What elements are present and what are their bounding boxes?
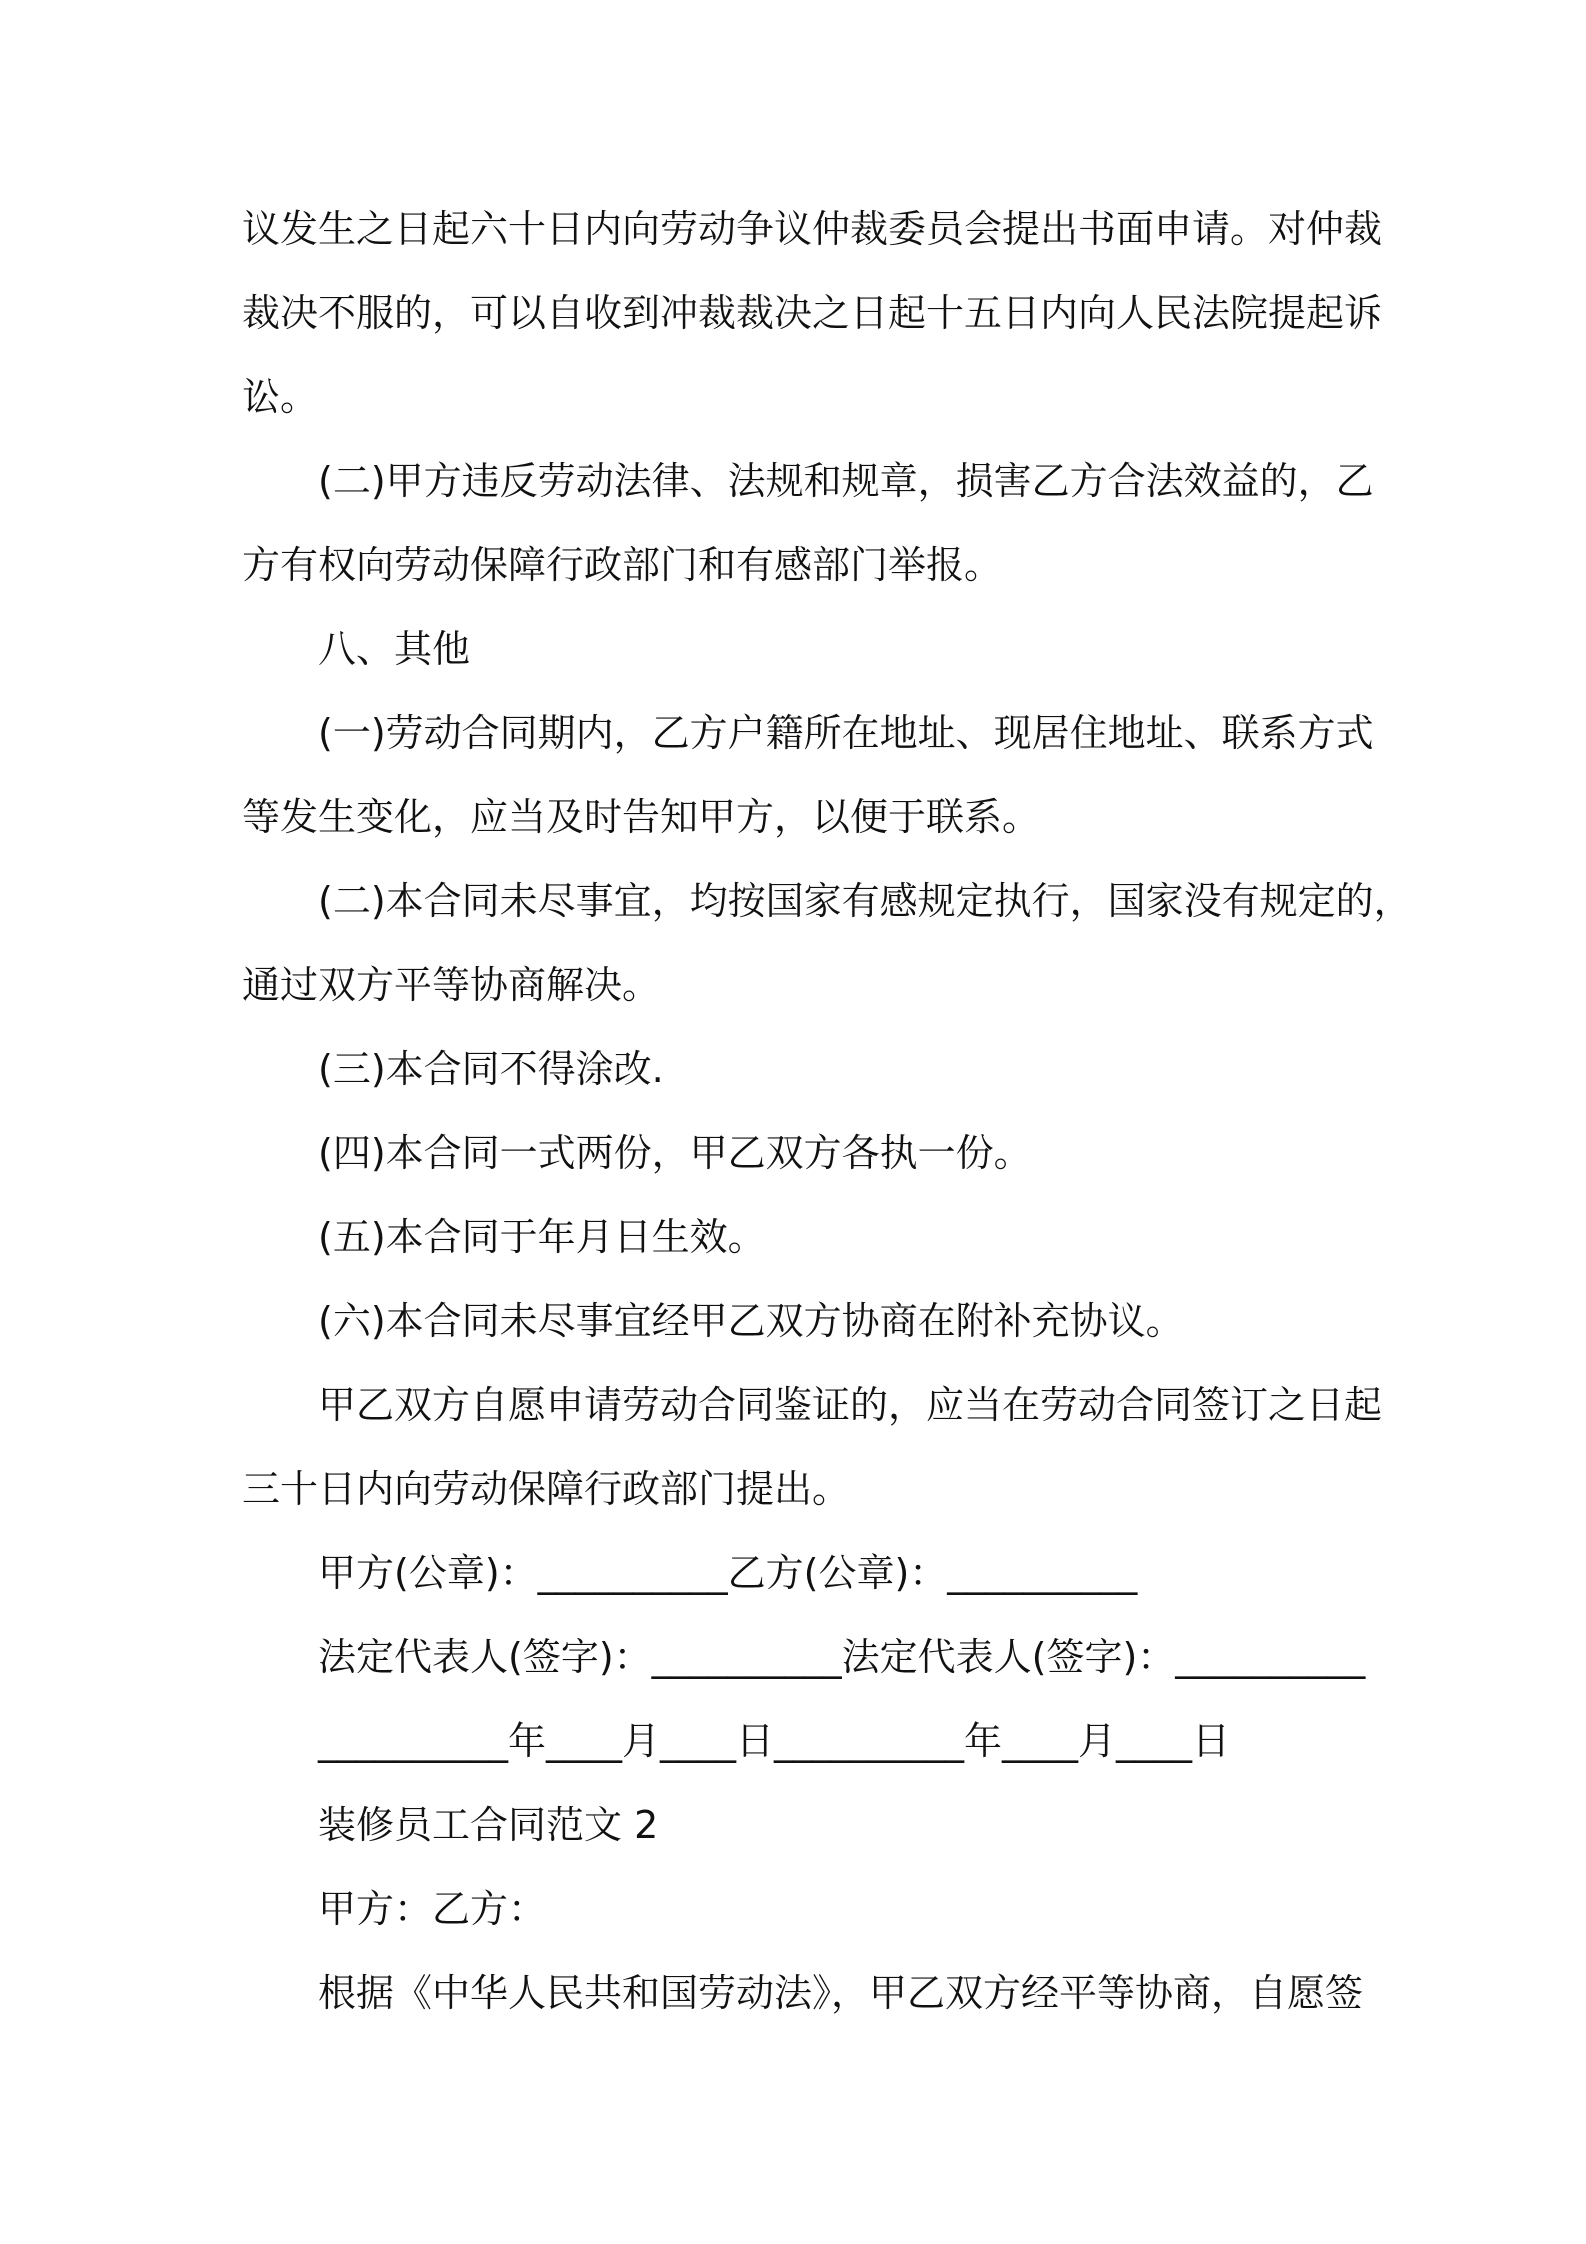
body-text-line: 根据《中华人民共和国劳动法》，甲乙双方经平等协商，自愿签 [318,1971,1364,2015]
clause-paragraph: (一)劳动合同期内，乙方户籍所在地址、现居住地址、联系方式 [318,711,1374,755]
signature-representative-line: 法定代表人(签字)：__________法定代表人(签字)：__________ [318,1635,1366,1679]
document-title: 装修员工合同范文 2 [318,1803,659,1847]
parties-line: 甲方：乙方： [318,1887,547,1931]
section-heading: 八、其他 [318,627,471,671]
clause-paragraph: (五)本合同于年月日生效。 [318,1215,766,1259]
signature-seal-line: 甲方(公章)：__________乙方(公章)：__________ [318,1551,1138,1595]
body-text-line: 裁决不服的，可以自收到冲裁裁决之日起十五日内向人民法院提起诉 [242,291,1383,335]
body-text-line: 讼。 [242,375,319,419]
clause-paragraph: (二)本合同未尽事宜，均按国家有感规定执行，国家没有规定的， [318,879,1412,923]
body-text-line: 通过双方平等协商解决。 [242,963,661,1007]
clause-paragraph: (三)本合同不得涂改. [318,1047,664,1091]
body-text-line: 等发生变化，应当及时告知甲方，以便于联系。 [242,795,1041,839]
body-text-line: 议发生之日起六十日内向劳动争议仲裁委员会提出书面申请。对仲裁 [242,207,1383,251]
clause-paragraph: (六)本合同未尽事宜经甲乙双方协商在附补充协议。 [318,1299,1184,1343]
clause-paragraph: 甲乙双方自愿申请劳动合同鉴证的，应当在劳动合同签订之日起 [318,1383,1383,1427]
body-text-line: 三十日内向劳动保障行政部门提出。 [242,1467,851,1511]
signature-date-line: __________年____月____日__________年____月____日 [318,1719,1231,1763]
body-text-line: 方有权向劳动保障行政部门和有感部门举报。 [242,543,1003,587]
clause-paragraph: (四)本合同一式两份，甲乙双方各执一份。 [318,1131,1032,1175]
clause-paragraph: (二)甲方违反劳动法律、法规和规章，损害乙方合法效益的，乙 [318,459,1374,503]
